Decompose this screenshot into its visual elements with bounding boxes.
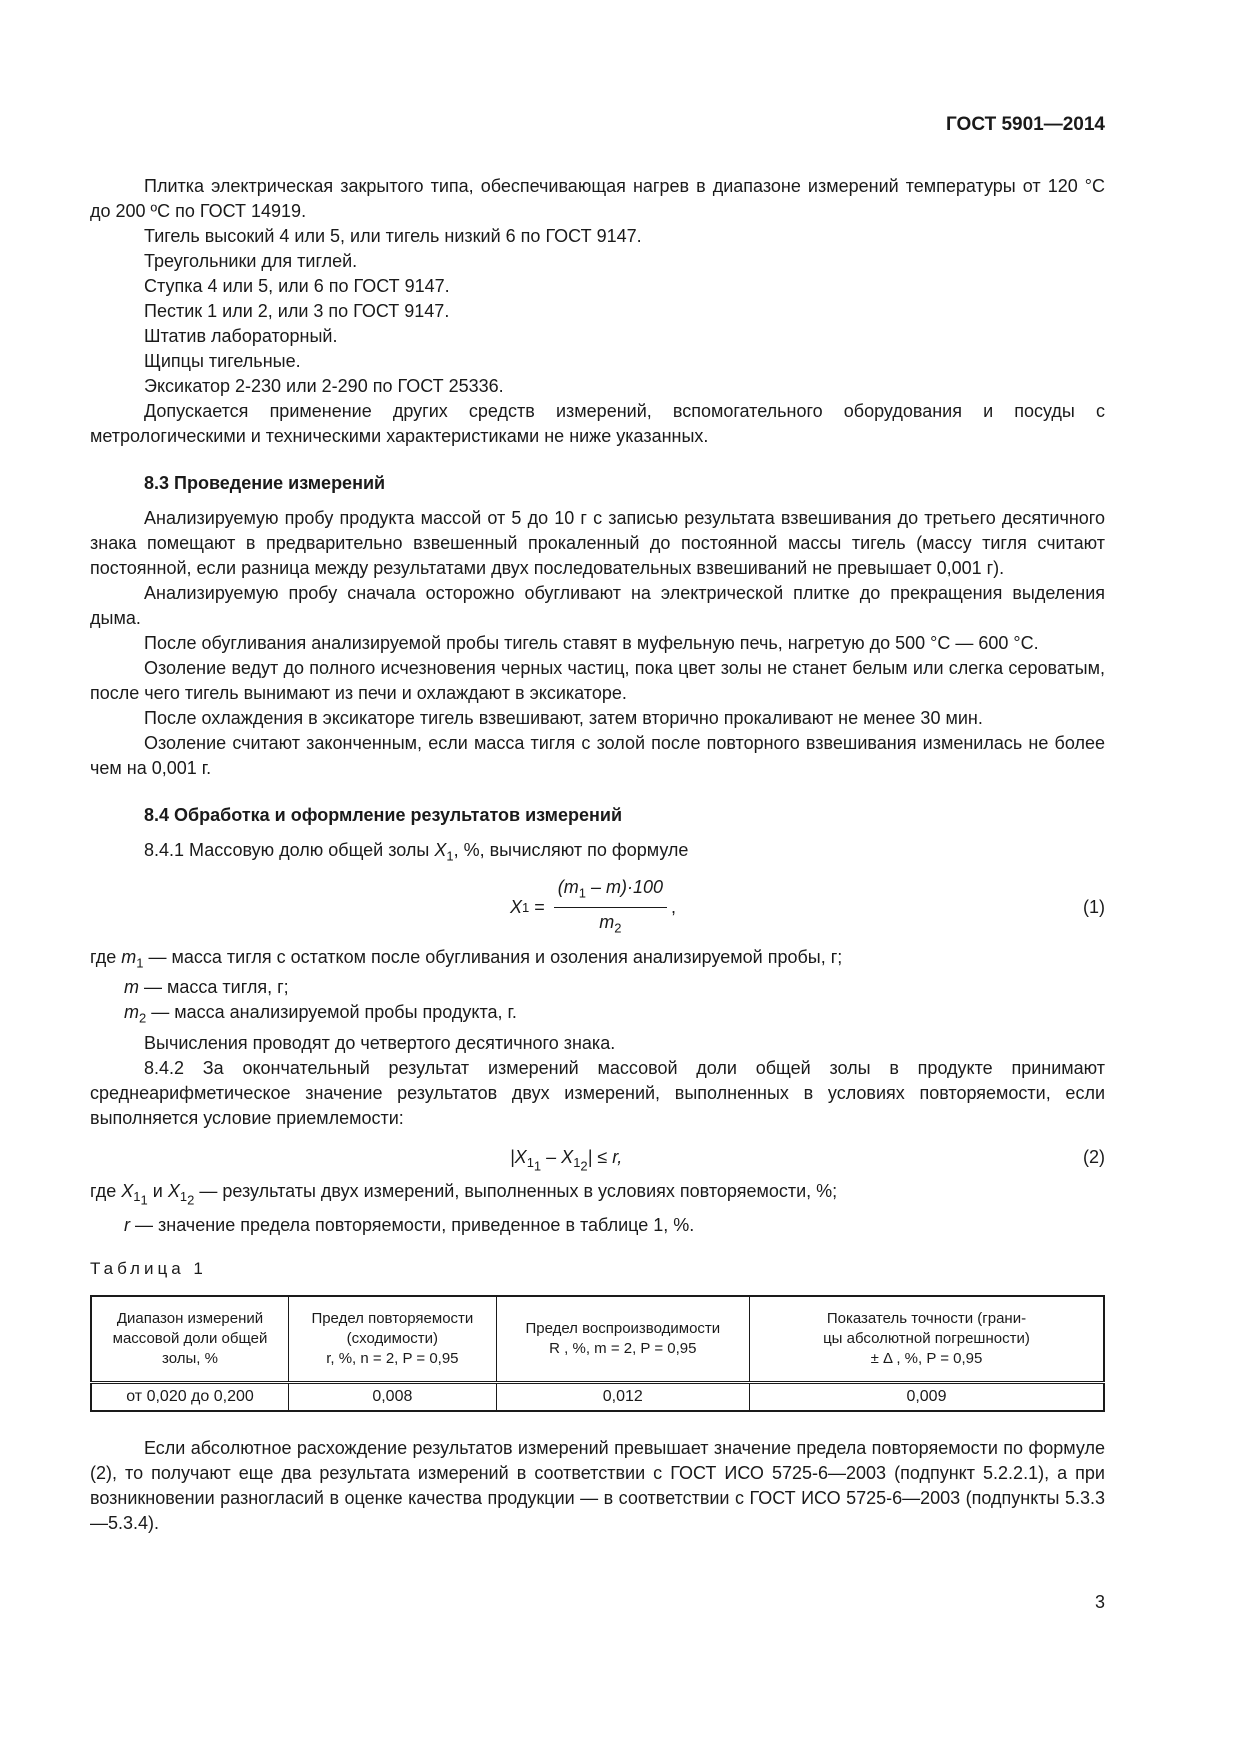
table-header-cell [91, 1296, 289, 1383]
equipment-line: Плитка электрическая закрытого типа, обеспечивающая нагрев в диапазоне измерений температуры от 120 °С до 200 ºС по ГОСТ 14919. [90, 176, 1105, 221]
text: |X [510, 1146, 527, 1167]
subscript: 1 [136, 955, 144, 971]
variable: r [124, 1214, 130, 1235]
section-heading-8-4: 8.4 Обработка и оформление результатов измерений [144, 805, 623, 825]
equipment-line: Тигель высокий 4 или 5, или тигель низкий 6 по ГОСТ 9147. [144, 226, 642, 246]
subscript-digit: 1 [526, 1155, 534, 1171]
equipment-line: Допускается применение других средств измерений, вспомогательного оборудования и посуды с метрологическими и техническими характеристиками не ниже указанных. [90, 401, 1105, 446]
text: | ≤ r, [587, 1146, 623, 1167]
definition-line [90, 1000, 1105, 1031]
document-code: ГОСТ 5901—2014 [946, 114, 1105, 135]
text: (m [557, 876, 579, 897]
formula-number: (2) [1083, 1146, 1105, 1167]
subscript [526, 1155, 542, 1174]
table-header-cell [749, 1296, 1104, 1383]
paragraph: Озоление считают законченным, если масса тигля с золой после повторного взвешивания изменилась не более чем на 0,001 г. [90, 733, 1105, 778]
formula-2-expression [510, 1145, 622, 1179]
header-line: r, %, n = 2, P = 0,95 [326, 1349, 459, 1367]
formula-1-expression [510, 877, 676, 939]
variable: m [124, 1002, 139, 1023]
paragraph: Вычисления проводят до четвертого десятичного знака. [144, 1032, 616, 1053]
header-line: (сходимости) [346, 1329, 439, 1347]
paragraph: После обугливания анализируемой пробы тигель ставят в муфельную печь, нагретую до 500 °С — 600 °С. [144, 633, 1039, 653]
text: — значение предела повторяемости, приведенное в таблице 1, %. [130, 1214, 695, 1235]
subscript: 1 [140, 1192, 148, 1208]
paragraph: Если абсолютное расхождение результатов измерений превышает значение предела повторяемости по формуле (2), то получают еще два результата измерений в соответствии с ГОСТ ИСО 5725-6—2003 (подпункт 5.2.2.1), а при возникновении разногласий в оценке качества продукции — в соответствии с ГОСТ ИСО 5725-6—2003 (подпункты 5.3.3—5.3.4). [90, 1437, 1105, 1533]
subscript [573, 1155, 588, 1174]
subscript-digit: 1 [179, 1189, 188, 1205]
variable: X [434, 840, 447, 860]
equipment-line: Пестик 1 или 2, или 3 по ГОСТ 9147. [144, 301, 450, 321]
text: — масса анализируемой пробы продукта, г. [146, 1002, 517, 1023]
table-cell: 0,012 [496, 1382, 749, 1411]
equipment-line: Эксикатор 2-230 или 2-290 по ГОСТ 25336. [144, 376, 504, 396]
formula-comma: , [671, 897, 677, 918]
table-cell: 0,008 [289, 1382, 497, 1411]
subscript: 1 [446, 848, 454, 864]
formula-2 [90, 1141, 1105, 1177]
variable: m [121, 946, 137, 967]
text: 8.4.1 Массовую долю общей золы [144, 840, 435, 860]
text: – X [541, 1146, 574, 1167]
section-heading-8-3: 8.3 Проведение измерений [144, 473, 386, 493]
table-cell: 0,009 [749, 1382, 1104, 1411]
variable: X [121, 1180, 134, 1201]
paragraph: После охлаждения в эксикаторе тигель взвешивают, затем вторично прокаливают не менее 30 мин. [144, 708, 983, 728]
text: — масса тигля с остатком после обугливания и озоления анализируемой пробы, г; [143, 946, 843, 967]
equals-sign: = [529, 897, 550, 918]
equipment-line: Щипцы тигельные. [144, 351, 301, 371]
paragraph: Анализируемую пробу сначала осторожно обугливают на электрической плитке до прекращения выделения дыма. [90, 583, 1105, 628]
paragraph-8-4-1 [90, 838, 1105, 869]
text: — результаты двух измерений, выполненных в условиях повторяемости, %; [194, 1180, 838, 1201]
header-line: Диапазон измерений [116, 1309, 264, 1327]
subscript: 1 [533, 1158, 542, 1174]
header-line: Предел повторяемости [311, 1309, 474, 1327]
table-header-cell [496, 1296, 749, 1383]
table-label: Таблица 1 [90, 1258, 207, 1278]
paragraph-8-4-2: 8.4.2 За окончательный результат измерений массовой доли общей золы в продукте принимают среднеарифметическое значение результатов двух измерений, выполненных в условиях повторяемости, если выполняется условие приемлемости: [90, 1057, 1105, 1128]
paragraph: Озоление ведут до полного исчезновения черных частиц, пока цвет золы не станет белым или слегка сероватым, после чего тигель вынимают из печи и охлаждают в эксикаторе. [90, 658, 1105, 703]
paragraph: Анализируемую пробу продукта массой от 5 до 10 г с записью результата взвешивания до третьего десятичного знака помещают в предварительно взвешенный прокаленный до постоянной массы тигель (массу тигля считают постоянной, если разница между результатами двух последовательных взвешиваний не превышает 0,001 г). [90, 508, 1105, 578]
text: и [147, 1180, 168, 1201]
fraction-numerator [554, 875, 667, 909]
table-row [91, 1382, 1104, 1411]
table-cell: от 0,020 до 0,200 [91, 1382, 289, 1411]
equipment-line: Треугольники для тиглей. [144, 251, 358, 271]
header-line: R , %, m = 2, P = 0,95 [549, 1339, 697, 1357]
header-line: Предел воспроизводимости [525, 1319, 721, 1337]
subscript: 1 [578, 885, 586, 901]
equipment-line: Ступка 4 или 5, или 6 по ГОСТ 9147. [144, 276, 450, 296]
subscript [179, 1189, 195, 1208]
document-body [90, 174, 1105, 1536]
text: где [90, 946, 122, 967]
subscript-digit: 1 [573, 1155, 581, 1171]
subscript-digit: 1 [133, 1189, 141, 1205]
subscript: 2 [187, 1192, 195, 1208]
header-line: цы абсолютной погрешности) [823, 1329, 1030, 1347]
text: где [90, 1180, 122, 1201]
definition-line [90, 975, 1105, 1000]
subscript: 2 [614, 920, 622, 936]
formula-1 [90, 877, 1105, 939]
table-1 [90, 1295, 1105, 1412]
fraction-denominator [599, 908, 621, 941]
variable: X [167, 1180, 180, 1201]
header-line: массовой доли общей [112, 1329, 268, 1347]
variable: m [124, 977, 139, 998]
equipment-line: Штатив лабораторный. [144, 326, 338, 346]
header-line: ± Δ , %, P = 0,95 [870, 1349, 983, 1367]
text: – m)·100 [586, 876, 664, 897]
text: — масса тигля, г; [139, 977, 289, 998]
subscript: 2 [580, 1158, 588, 1174]
text: , %, вычисляют по формуле [453, 840, 689, 860]
header-line: Показатель точности (грани- [826, 1309, 1027, 1327]
text: m [599, 912, 615, 933]
table-header-cell [289, 1296, 497, 1383]
table-header-row [91, 1296, 1104, 1383]
formula-number: (1) [1083, 896, 1105, 917]
definition-line [90, 1179, 1105, 1213]
definition-line [90, 945, 1105, 976]
subscript [133, 1189, 148, 1208]
subscript: 1 [522, 900, 530, 916]
subscript: 2 [139, 1010, 147, 1026]
fraction [554, 875, 667, 941]
header-line: золы, % [162, 1349, 218, 1367]
definition-line [90, 1213, 1105, 1238]
formula-lhs: X [510, 897, 523, 918]
page-number: 3 [1094, 1592, 1105, 1612]
